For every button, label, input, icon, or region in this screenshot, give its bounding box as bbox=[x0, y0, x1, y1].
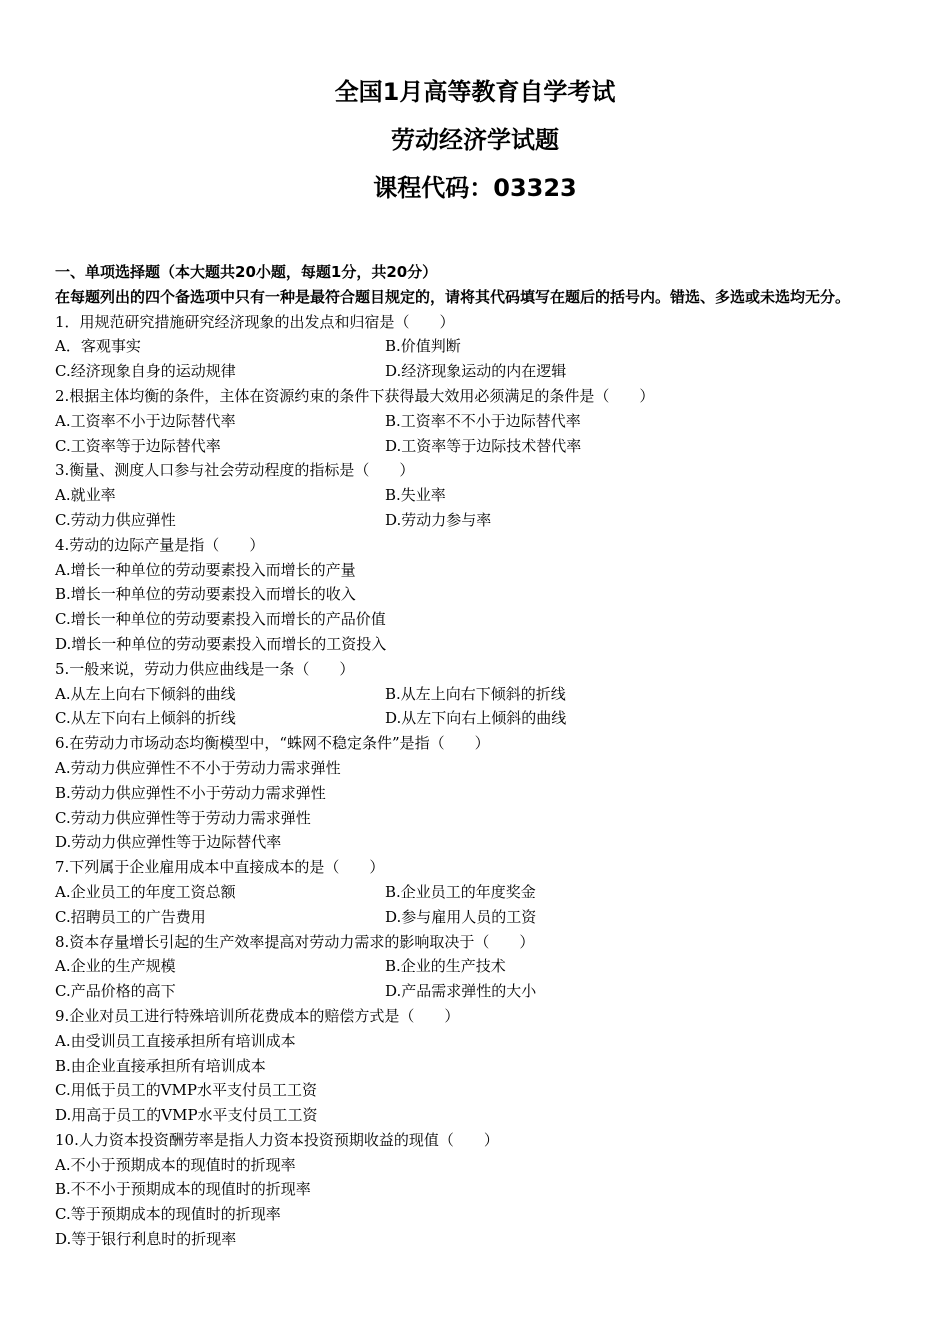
questions-section bbox=[55, 260, 900, 1252]
section-heading: 一、单项选择题（本大题共20小题，每题1分，共20分） bbox=[55, 263, 438, 281]
option-b: B.从左上向右下倾斜的折线 bbox=[385, 684, 566, 703]
exam-title: 全国1月高等教育自学考试 bbox=[334, 78, 616, 106]
option-b: B.不不小于预期成本的现值时的折现率 bbox=[55, 1180, 311, 1199]
option-c: C.招聘员工的广告费用 bbox=[55, 907, 206, 926]
option-c: C.从左下向右上倾斜的折线 bbox=[55, 709, 236, 728]
option-b: B.增长一种单位的劳动要素投入而增长的收入 bbox=[55, 585, 356, 604]
option-a: A.不小于预期成本的现值时的折现率 bbox=[55, 1155, 296, 1174]
question-9-stem: 9.企业对员工进行特殊培训所花费成本的赔偿方式是（ ） bbox=[55, 1006, 460, 1025]
question-1-stem: 1．用规范研究措施研究经济现象的出发点和归宿是（ ） bbox=[55, 312, 455, 331]
option-a: A.劳动力供应弹性不不小于劳动力需求弹性 bbox=[55, 758, 341, 777]
option-b: B.失业率 bbox=[385, 486, 446, 505]
option-c: C.产品价格的高下 bbox=[55, 982, 176, 1001]
option-a: A.工资率不小于边际替代率 bbox=[55, 411, 236, 430]
option-a: A.企业员工的年度工资总额 bbox=[55, 882, 236, 901]
option-d: D.劳动力参与率 bbox=[385, 510, 492, 529]
option-a: A.从左上向右下倾斜的曲线 bbox=[55, 684, 236, 703]
section-instruction: 在每题列出的四个备选项中只有一种是最符合题目规定的，请将其代码填写在题后的括号内。错选、多选或未选均无分。 bbox=[55, 287, 851, 306]
question-2-stem: 2.根据主体均衡的条件，主体在资源约束的条件下获得最大效用必须满足的条件是（ ） bbox=[55, 386, 655, 405]
option-b: B.企业员工的年度奖金 bbox=[385, 882, 536, 901]
option-d: D.参与雇用人员的工资 bbox=[385, 907, 537, 926]
option-c: C.等于预期成本的现值时的折现率 bbox=[55, 1205, 281, 1224]
option-d: D.用高于员工的VMP水平支付员工工资 bbox=[55, 1106, 318, 1125]
option-c: C.劳动力供应弹性等于劳动力需求弹性 bbox=[55, 808, 311, 827]
question-7-stem: 7.下列属于企业雇用成本中直接成本的是（ ） bbox=[55, 858, 385, 877]
option-a: A．客观事实 bbox=[55, 337, 141, 356]
question-5-stem: 5.一般来说，劳动力供应曲线是一条（ ） bbox=[55, 659, 355, 678]
question-6-stem: 6.在劳动力市场动态均衡模型中，“蛛网不稳定条件”是指（ ） bbox=[55, 734, 490, 753]
option-d: D.增长一种单位的劳动要素投入而增长的工资投入 bbox=[55, 634, 387, 653]
question-5-options-ab bbox=[55, 682, 900, 707]
question-4-stem: 4.劳动的边际产量是指（ ） bbox=[55, 535, 265, 554]
option-d: D.劳动力供应弹性等于边际替代率 bbox=[55, 833, 282, 852]
question-2-options-ab bbox=[55, 409, 900, 434]
option-a: A.由受训员工直接承担所有培训成本 bbox=[55, 1031, 296, 1050]
question-10-stem: 10.人力资本投资酬劳率是指人力资本投资预期收益的现值（ ） bbox=[55, 1130, 499, 1149]
question-8-stem: 8.资本存量增长引起的生产效率提高对劳动力需求的影响取决于（ ） bbox=[55, 932, 535, 951]
option-d: D.等于银行利息时的折现率 bbox=[55, 1230, 237, 1249]
question-5-options-cd bbox=[55, 706, 900, 731]
option-b: B.劳动力供应弹性不小于劳动力需求弹性 bbox=[55, 783, 326, 802]
option-c: C.经济现象自身的运动规律 bbox=[55, 362, 236, 381]
option-d: D.产品需求弹性的大小 bbox=[385, 982, 537, 1001]
option-b: B.工资率不不小于边际替代率 bbox=[385, 411, 581, 430]
question-3-options-cd bbox=[55, 508, 900, 533]
option-c: C.用低于员工的VMP水平支付员工工资 bbox=[55, 1081, 317, 1100]
question-1-options-cd bbox=[55, 359, 900, 384]
option-a: A.增长一种单位的劳动要素投入而增长的产量 bbox=[55, 560, 356, 579]
option-b: B.由企业直接承担所有培训成本 bbox=[55, 1056, 266, 1075]
option-d: D.经济现象运动的内在逻辑 bbox=[385, 362, 567, 381]
option-b: B.企业的生产技术 bbox=[385, 957, 506, 976]
question-2-options-cd bbox=[55, 434, 900, 459]
question-7-options-cd bbox=[55, 905, 900, 930]
title-block bbox=[0, 68, 950, 212]
option-d: D.工资率等于边际技术替代率 bbox=[385, 436, 582, 455]
question-8-options-ab bbox=[55, 954, 900, 979]
question-1-options-ab bbox=[55, 334, 900, 359]
option-b: B.价值判断 bbox=[385, 337, 461, 356]
option-c: C.工资率等于边际替代率 bbox=[55, 436, 221, 455]
question-3-stem: 3.衡量、测度人口参与社会劳动程度的指标是（ ） bbox=[55, 461, 415, 480]
option-a: A.企业的生产规模 bbox=[55, 957, 176, 976]
option-c: C.劳动力供应弹性 bbox=[55, 510, 176, 529]
question-7-options-ab bbox=[55, 880, 900, 905]
question-3-options-ab bbox=[55, 483, 900, 508]
question-8-options-cd bbox=[55, 979, 900, 1004]
option-d: D.从左下向右上倾斜的曲线 bbox=[385, 709, 567, 728]
option-a: A.就业率 bbox=[55, 486, 116, 505]
option-c: C.增长一种单位的劳动要素投入而增长的产品价值 bbox=[55, 610, 386, 629]
subject-title: 劳动经济学试题 bbox=[391, 126, 559, 154]
course-code: 课程代码：03323 bbox=[373, 174, 577, 202]
